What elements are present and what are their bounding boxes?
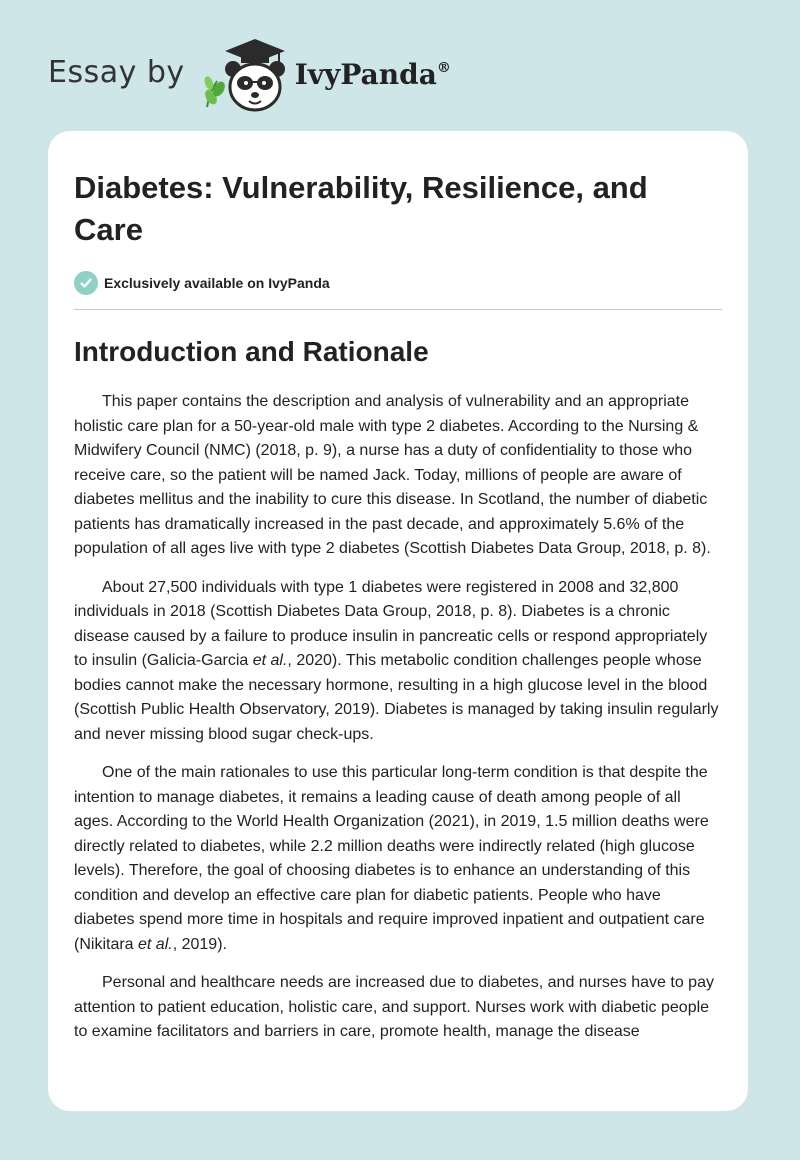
citation-italic: et al. [252,652,288,669]
paragraph-1 [74,390,722,562]
paragraph-text: , 2019). [172,935,227,953]
brand-name[interactable] [295,58,451,91]
paragraph-4 [74,971,722,1045]
paragraph-text: Personal and healthcare needs are increased due to diabetes, and nurses have to pay attention to patient education, holistic care, and support. Nurses work with diabetic people to examine facilitators and barriers in care, promote health, manage the disease [74,974,714,1040]
citation-italic: et al. [138,935,173,953]
paragraph-text: , 2020). This metabolic condition challenges people whose bodies cannot make the necessary hormone, resulting in a high glucose level in the blood (Scottish Public Health Observatory, 2019). Diabetes is managed by taking insulin regularly and never missing blood sugar check-ups. [74,652,719,743]
brand-text: IvyPanda [294,57,437,91]
paragraph-2 [74,576,722,748]
essay-by-label: Essay by [48,54,185,90]
paragraph-3 [74,761,722,957]
exclusive-banner [74,271,722,310]
paragraph-text: About 27,500 individuals with type 1 diabetes were registered in 2008 and 32,800 individuals in 2018 (Scottish Diabetes Data Group, 2018, p. 8). Diabetes is a chronic disease caused by a failure to produce insulin in pancreatic cells or respond appropriately to insulin (Galicia-Garcia [74,578,708,669]
check-icon [74,271,98,295]
leaf-icon [202,75,227,107]
exclusive-label: Exclusively available on IvyPanda [104,275,330,291]
paragraph-text: One of the main rationales to use this particular long-term condition is that despite the intention to manage diabetes, it remains a leading cause of death among people of all ages. According to the World Health Organization (2021), in 2019, 1.5 million deaths were directly related to diabetes, while 2.2 million deaths were indirectly related (high glucose levels). Therefore, the goal of choosing diabetes is to enhance an understanding of this condition and develop an effective care plan for diabetic patients. People who have diabetes spend more time in hospitals and require improved inpatient and outpatient care (Nikitara [74,764,709,953]
section-heading: Introduction and Rationale [74,336,429,367]
paragraph-text: This paper contains the description and analysis of vulnerability and an appropriate holistic care plan for a 50-year-old male with type 2 diabetes. According to the Nursing & Midwifery Council (NMC) (2018, p. 9), a nurse has a duty of confidentiality to those who receive care, so the patient will be named Jack. Today, millions of people are aware of diabetes mellitus and the inability to cure this disease. In Scotland, the number of diabetic patients has dramatically increased in the past decade, and approximately 5.6% of the population of all ages live with type 2 diabetes (Scottish Diabetes Data Group, 2018, p. 8). [74,393,711,557]
panda-graduate-logo[interactable] [199,37,289,115]
registered-mark: ® [436,59,451,76]
article-card [48,131,748,1111]
site-header [48,36,451,116]
article-title: Diabetes: Vulnerability, Resilience, and Care [74,170,648,247]
